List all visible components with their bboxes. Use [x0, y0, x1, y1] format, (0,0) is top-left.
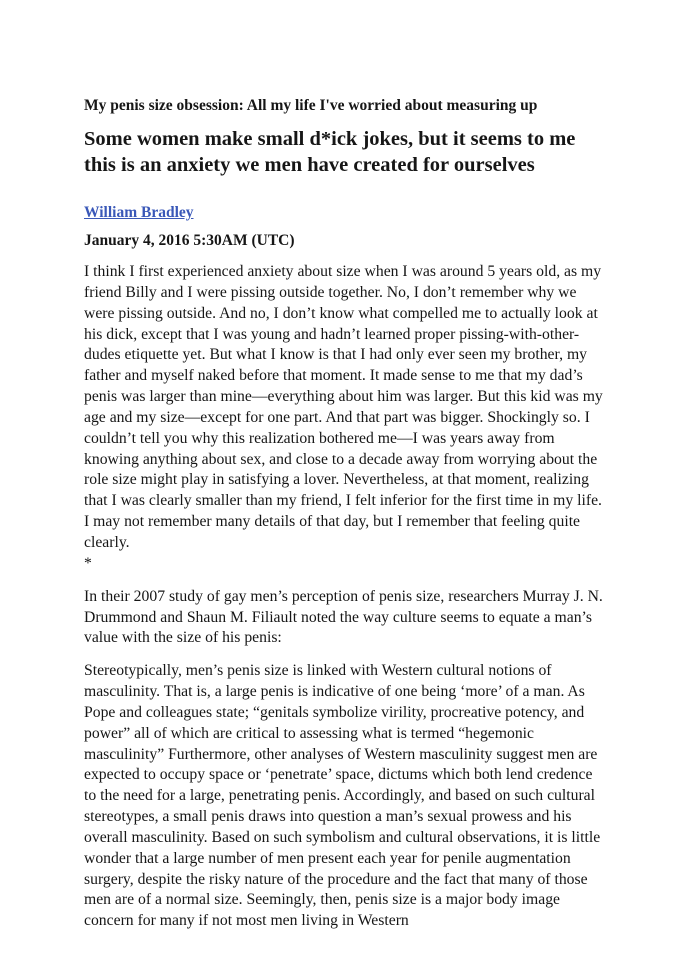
section-separator: *: [84, 554, 92, 572]
author-link[interactable]: William Bradley: [84, 204, 194, 221]
publish-date: January 4, 2016 5:30AM (UTC): [84, 232, 295, 249]
article: [84, 96, 604, 932]
byline: [84, 203, 604, 223]
article-kicker: My penis size obsession: All my life I've worried about measuring up: [84, 97, 538, 114]
block-quote: Stereotypically, men’s penis size is linked with Western cultural notions of masculinity. That is, a large penis is indicative of one being ‘more’ of a man. As Pope and colleagues state; “genitals symbolize virility, procreative potency, and power” all of which are critical to assessing what is termed “hegemonic masculinity” Furthermore, other analyses of Western masculinity suggest men are expected to occupy space or ‘penetrate’ space, dictums which both lend credence to the need for a large, penetrating penis. Accordingly, and based on such cultural stereotypes, a small penis draws into question a man’s sexual prowess and his overall masculinity. Based on such symbolism and cultural observations, it is little wonder that a large number of men present each year for penile augmentation surgery, despite the risky nature of the procedure and the fact that many of those men are of a normal size. Seemingly, then, penis size is a major body image concern for many if not most men living in Western: [84, 662, 601, 930]
article-headline: Some women make small d*ick jokes, but it seems to me this is an anxiety we men have created for ourselves: [84, 128, 576, 176]
body-paragraph-2: In their 2007 study of gay men’s perception of penis size, researchers Murray J. N. Drummond and Shaun M. Filiault noted the way culture seems to equate a man’s value with the size of his penis:: [84, 587, 603, 647]
body-paragraph-1: I think I first experienced anxiety about size when I was around 5 years old, as my friend Billy and I were pissing outside together. No, I don’t remember why we were pissing outside. And no, I don’t know what compelled me to actually look at his dick, except that I was young and hadn’t learned proper pissing-with-other-dudes etiquette yet. But what I know is that I had only ever seen my brother, my father and myself naked before that moment. It made sense to me that my dad’s penis was larger than mine—everything about him was larger. But this kid was my age and my size—except for one part. And that part was bigger. Shockingly so. I couldn’t tell you why this realization bothered me—I was years away from knowing anything about sex, and close to a decade away from worrying about the role size might play in satisfying a lover. Nevertheless, at that moment, realizing that I was clearly smaller than my friend, I felt inferior for the first time in my life. I may not remember many details of that day, but I remember that feeling quite clearly.: [84, 263, 603, 551]
